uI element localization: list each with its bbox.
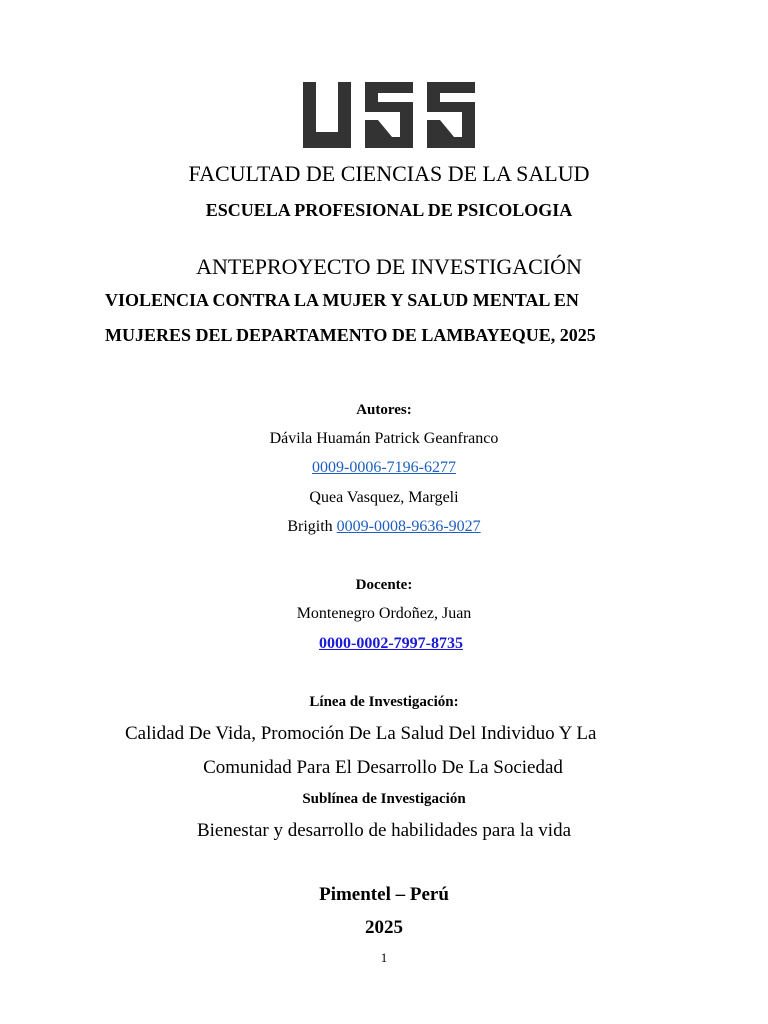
research-line-label: Línea de Investigación: — [309, 694, 459, 710]
research-subline-value: Bienestar y desarrollo de habilidades para la vida — [196, 820, 572, 841]
authors-label: Autores: — [356, 402, 412, 418]
project-title-line-2: MUJERES DEL DEPARTAMENTO DE LAMBAYEQUE, 2025 — [105, 325, 596, 345]
teacher-name: Montenegro Ordoñez, Juan — [296, 605, 472, 622]
author-1-orcid-link[interactable]: 0009-0006-7196-6277 — [312, 459, 456, 476]
uss-logo — [303, 82, 475, 148]
teacher-orcid-link[interactable]: 0000-0002-7997-8735 — [319, 635, 463, 652]
research-subline-label: Sublínea de Investigación — [302, 791, 466, 807]
logo-letter-u — [303, 82, 351, 148]
teacher-label: Docente: — [355, 577, 413, 593]
author-2-orcid-link[interactable]: 0009-0008-9636-9027 — [336, 518, 481, 535]
logo-letter-s-1 — [365, 82, 413, 148]
research-line-value-2: Comunidad Para El Desarrollo De La Sociedad — [203, 757, 563, 778]
research-line-value-1: Calidad De Vida, Promoción De La Salud Del Individuo Y La — [125, 723, 597, 744]
school-heading: ESCUELA PROFESIONAL DE PSICOLOGIA — [205, 200, 573, 220]
author-1-name: Dávila Huamán Patrick Geanfranco — [269, 430, 499, 447]
author-2-name: Quea Vasquez, Margeli — [309, 489, 459, 506]
author-2-name-cont: Brigith — [287, 518, 333, 535]
faculty-heading: FACULTAD DE CIENCIAS DE LA SALUD — [188, 161, 590, 186]
logo-letter-s-2 — [427, 82, 475, 148]
teacher-orcid-row — [7, 635, 768, 653]
project-title-line-1: VIOLENCIA CONTRA LA MUJER Y SALUD MENTAL EN — [105, 290, 579, 310]
page-number: 1 — [380, 950, 388, 965]
place-text: Pimentel – Perú — [319, 884, 449, 905]
year-text: 2025 — [365, 917, 403, 938]
project-type-heading: ANTEPROYECTO DE INVESTIGACIÓN — [196, 254, 582, 279]
author-2-orcid-row — [0, 518, 768, 536]
author-1-orcid-row — [0, 459, 768, 477]
